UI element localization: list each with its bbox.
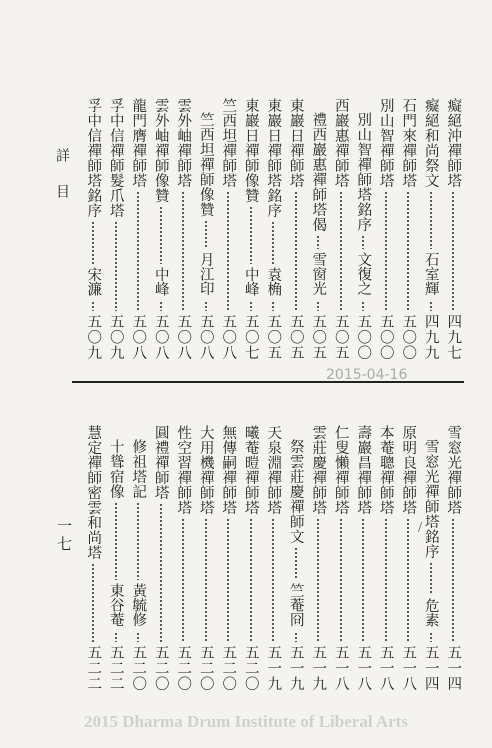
leader-dots <box>385 518 387 642</box>
leader-dots <box>205 220 207 249</box>
leader-dots <box>227 191 229 311</box>
toc-entry <box>174 98 192 360</box>
entry-title: 雪窓光禪師塔銘序 <box>422 439 439 559</box>
entry-author: 雪窗光 <box>310 252 327 296</box>
leader-dots <box>295 547 297 580</box>
entry-title: 無傳嗣禪師塔 <box>220 425 237 515</box>
entry-author: 中峰 <box>242 266 259 296</box>
leader-dots <box>340 191 342 311</box>
toc-entry <box>444 98 462 360</box>
leader-dots <box>430 562 432 595</box>
entry-title: 原明良禪師塔 <box>400 425 417 515</box>
entry-author: 危素 <box>422 597 439 627</box>
toc-entry <box>264 98 282 360</box>
leader-dots <box>430 191 432 249</box>
watermark-footer: 2015 Dharma Drum Institute of Liberal Arts <box>84 712 408 731</box>
leader-dots <box>452 518 454 642</box>
leader-dots <box>92 301 94 311</box>
toc-entry <box>152 425 170 691</box>
entry-author: 袁桷 <box>265 266 282 296</box>
leader-dots <box>115 502 117 580</box>
leader-dots <box>362 235 364 249</box>
entry-title: 十聳宿像 <box>107 439 124 499</box>
toc-entry <box>107 98 125 360</box>
leader-dots <box>160 206 162 264</box>
toc-entry <box>197 98 215 360</box>
leader-dots <box>137 502 139 580</box>
entry-page-number: 五一八 <box>332 644 349 691</box>
entry-page-number: 五一九 <box>310 644 327 691</box>
entry-page-number: 五二〇 <box>152 644 169 691</box>
entry-title: 別山智禪師塔 <box>377 98 394 188</box>
toc-entry <box>287 425 305 691</box>
entry-title: 性空習禪師塔 <box>175 425 192 515</box>
margin-tick-mark: / <box>418 520 423 534</box>
running-head: 詳目 <box>54 148 70 220</box>
leader-dots <box>317 235 319 249</box>
entry-title: 竺西坦禪師像贊 <box>197 112 214 217</box>
leader-dots <box>430 301 432 311</box>
leader-dots <box>160 301 162 311</box>
entry-title: 仁叟懶禪師塔 <box>332 425 349 515</box>
entry-page-number: 五二〇 <box>130 644 147 691</box>
entry-title: 東巖日禪師塔 <box>287 98 304 188</box>
toc-entry <box>264 425 282 691</box>
entry-title: 祭雲莊慶禪師文 <box>287 439 304 544</box>
entry-author: 文復之 <box>355 252 372 296</box>
entry-page-number: 五〇〇 <box>355 313 372 360</box>
leader-dots <box>385 191 387 311</box>
entry-page-number: 五一八 <box>400 644 417 691</box>
toc-entry <box>377 98 395 360</box>
toc-entry <box>332 98 350 360</box>
leader-dots <box>92 563 94 642</box>
entry-author: 石室輝 <box>422 252 439 296</box>
leader-dots <box>137 632 139 642</box>
leader-dots <box>250 301 252 311</box>
entry-page-number: 五一九 <box>287 644 304 691</box>
entry-page-number: 五〇八 <box>220 313 237 360</box>
leader-dots <box>430 632 432 642</box>
entry-title: 雲外岫禪師塔 <box>175 98 192 188</box>
entry-title: 雲外岫禪師像贊 <box>152 98 169 203</box>
entry-title: 雪窓光禪師塔 <box>445 425 462 515</box>
toc-entry <box>332 425 350 691</box>
entry-title: 癡絕沖禪師塔 <box>445 98 462 188</box>
leader-dots <box>452 191 454 311</box>
entry-title: 東巖日禪師像贊 <box>242 98 259 203</box>
toc-entry <box>242 98 260 360</box>
entry-page-number: 五〇〇 <box>400 313 417 360</box>
leader-dots <box>407 518 409 642</box>
entry-title: 修祖塔記 <box>130 439 147 499</box>
toc-entry <box>287 98 305 360</box>
entry-author: 東谷菴 <box>107 583 124 627</box>
leader-dots <box>227 518 229 642</box>
entry-page-number: 五二二 <box>85 644 102 691</box>
toc-entry <box>444 425 462 691</box>
entry-page-number: 五〇八 <box>175 313 192 360</box>
toc-entry <box>399 98 417 360</box>
leader-dots <box>340 518 342 642</box>
leader-dots <box>317 301 319 311</box>
entry-page-number: 五二〇 <box>175 644 192 691</box>
toc-entry <box>174 425 192 691</box>
leader-dots <box>407 191 409 311</box>
entry-page-number: 五一九 <box>265 644 282 691</box>
leader-dots <box>92 221 94 264</box>
toc-entry <box>129 425 147 691</box>
entry-author: 宋濂 <box>85 266 102 296</box>
entry-title: 癡絕和尚祭文 <box>422 98 439 188</box>
entry-page-number: 五一八 <box>377 644 394 691</box>
leader-dots <box>205 518 207 642</box>
toc-entry <box>399 425 417 691</box>
entry-page-number: 四九七 <box>445 313 462 360</box>
entry-title: 孚中信禪師髮爪塔 <box>107 98 124 218</box>
entry-title: 曦菴暟禪師塔 <box>242 425 259 515</box>
leader-dots <box>182 518 184 642</box>
toc-entry <box>219 98 237 360</box>
leader-dots <box>317 518 319 642</box>
leader-dots <box>362 518 364 642</box>
entry-page-number: 五〇八 <box>130 313 147 360</box>
entry-title: 雲莊慶禪師塔 <box>310 425 327 515</box>
entry-title: 慧定禪師密雲和尚塔 <box>85 425 102 560</box>
toc-entry <box>354 425 372 691</box>
leader-dots <box>362 301 364 311</box>
page-number: 一七 <box>55 518 73 554</box>
toc-entry <box>309 98 327 360</box>
leader-dots <box>250 206 252 264</box>
toc-entry <box>354 98 372 360</box>
entry-page-number: 五二二 <box>107 644 124 691</box>
entry-page-number: 五〇九 <box>85 313 102 360</box>
entry-title: 本菴聰禪師塔 <box>377 425 394 515</box>
toc-entry <box>129 98 147 360</box>
entry-page-number: 五一四 <box>445 644 462 691</box>
entry-title: 別山智禪師塔銘序 <box>355 112 372 232</box>
toc-entry <box>152 98 170 360</box>
entry-title: 圓禮禪師塔 <box>152 425 169 500</box>
entry-page-number: 五二〇 <box>197 644 214 691</box>
entry-title: 西巖惠禪師塔 <box>332 98 349 188</box>
entry-page-number: 五〇八 <box>197 313 214 360</box>
entry-page-number: 五〇七 <box>242 313 259 360</box>
toc-entry <box>107 425 125 691</box>
entry-page-number: 五〇九 <box>107 313 124 360</box>
entry-page-number: 五〇八 <box>152 313 169 360</box>
leader-dots <box>272 221 274 264</box>
toc-entry <box>242 425 260 691</box>
toc-bottom-block <box>84 425 462 691</box>
toc-entry <box>422 98 440 360</box>
leader-dots <box>295 632 297 642</box>
scan-date-stamp: 2015-04-16 <box>326 367 408 383</box>
entry-page-number: 五〇〇 <box>377 313 394 360</box>
leader-dots <box>205 301 207 311</box>
entry-page-number: 五二〇 <box>242 644 259 691</box>
leader-dots <box>272 301 274 311</box>
toc-entry <box>84 425 102 691</box>
entry-author: 月江印 <box>197 252 214 296</box>
entry-page-number: 五〇五 <box>265 313 282 360</box>
toc-entry <box>377 425 395 691</box>
entry-title: 天泉淵禪師塔 <box>265 425 282 515</box>
leader-dots <box>295 191 297 311</box>
leader-dots <box>115 221 117 311</box>
entry-page-number: 五一八 <box>355 644 372 691</box>
entry-page-number: 五〇五 <box>332 313 349 360</box>
toc-entry <box>197 425 215 691</box>
leader-dots <box>115 632 117 642</box>
entry-title: 石門來禪師塔 <box>400 98 417 188</box>
leader-dots <box>160 503 162 642</box>
toc-top-block <box>84 98 462 360</box>
entry-title: 禮西巖惠禪師塔偈 <box>310 112 327 232</box>
entry-title: 龍門膺禪師塔 <box>130 98 147 188</box>
entry-page-number: 五〇五 <box>310 313 327 360</box>
leader-dots <box>272 518 274 642</box>
toc-entry <box>422 425 440 691</box>
leader-dots <box>137 191 139 311</box>
toc-entry <box>219 425 237 691</box>
entry-page-number: 四九九 <box>422 313 439 360</box>
entry-author: 黃毓修 <box>130 583 147 627</box>
entry-page-number: 五一四 <box>422 644 439 691</box>
leader-dots <box>250 518 252 642</box>
entry-title: 竺西坦禪師塔 <box>220 98 237 188</box>
entry-title: 壽巖昌禪師塔 <box>355 425 372 515</box>
entry-page-number: 五〇五 <box>287 313 304 360</box>
toc-entry <box>309 425 327 691</box>
entry-page-number: 五二〇 <box>220 644 237 691</box>
entry-author: 竺菴冏 <box>287 583 304 627</box>
entry-title: 孚中信禪師塔銘序 <box>85 98 102 218</box>
entry-title: 大用機禪師塔 <box>197 425 214 515</box>
entry-title: 東巖日禪師塔銘序 <box>265 98 282 218</box>
toc-entry <box>84 98 102 360</box>
entry-author: 中峰 <box>152 266 169 296</box>
leader-dots <box>182 191 184 311</box>
